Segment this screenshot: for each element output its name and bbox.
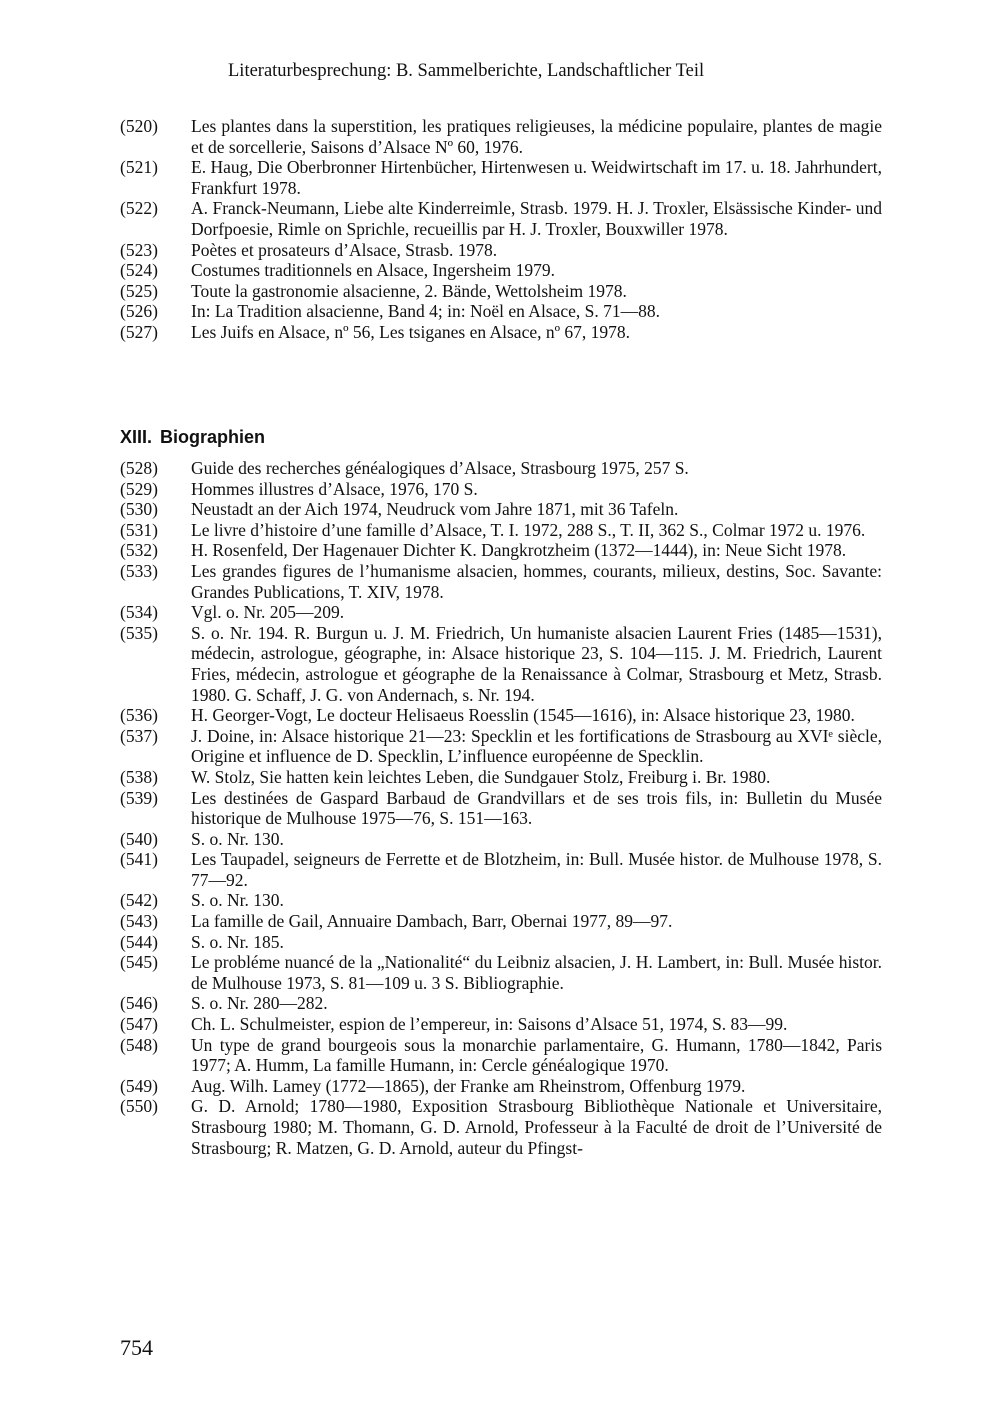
entry-number: (549) — [120, 1075, 158, 1096]
entry-number: (547) — [120, 1014, 158, 1035]
entry-text: Les destinées de Gaspard Barbaud de Grandvillars et de ses trois fils, in: Bulletin du Musée historique de Mulhouse 1975—76, S. 151—163. — [191, 787, 882, 829]
bibliography-entry — [120, 260, 882, 281]
bibliography-entry — [120, 993, 882, 1014]
bibliography-entry — [120, 849, 882, 890]
entry-text: S. o. Nr. 280—282. — [191, 993, 328, 1014]
entry-number: (522) — [120, 198, 158, 219]
entry-text: Le probléme nuancé de la „Nationalité“ du Leibniz alsacien, J. H. Lambert, in: Bull. Musée histor. de Mulhouse 1973, S. 81—109 u. 3 S. Bibliographie. — [191, 952, 882, 993]
entry-number: (529) — [120, 478, 158, 499]
bibliography-entry — [120, 322, 882, 343]
entry-text: Les grandes figures de l’humanisme alsacien, hommes, courants, milieux, destins, Soc. Savante: Grandes Publications, T. XIV, 1978. — [191, 560, 882, 602]
entry-number: (520) — [120, 116, 158, 136]
section-title: Biographien — [160, 427, 266, 447]
entry-text: Poètes et prosateurs d’Alsace, Strasb. 1978. — [191, 239, 498, 260]
entry-number: (544) — [120, 931, 158, 952]
bibliography-entry — [120, 520, 882, 541]
entry-text: Guide des recherches généalogiques d’Alsace, Strasbourg 1975, 257 S. — [191, 458, 689, 478]
bibliography-entry — [120, 890, 882, 911]
bibliography-entry — [120, 479, 882, 500]
entry-text: Hommes illustres d’Alsace, 1976, 170 S. — [191, 478, 478, 499]
bibliography-entry — [120, 911, 882, 932]
bibliography-entry — [120, 726, 882, 767]
bibliography-entry — [120, 829, 882, 850]
bibliography-entry — [120, 540, 882, 561]
entry-number: (542) — [120, 890, 158, 911]
section-heading — [120, 426, 265, 448]
entry-text: J. Doine, in: Alsace historique 21—23: Specklin et les fortifications de Strasbourg au XVIᵉ siècle, Origine et influence de D. Specklin, L’influence européenne de Specklin. — [191, 725, 882, 767]
entry-number: (533) — [120, 560, 158, 581]
entry-number: (540) — [120, 828, 158, 849]
section-number: XIII. — [120, 427, 153, 447]
entry-number: (521) — [120, 157, 158, 178]
entry-number: (548) — [120, 1034, 158, 1055]
bibliography-entry — [120, 788, 882, 829]
bibliography-entry — [120, 301, 882, 322]
entry-number: (524) — [120, 260, 158, 281]
entry-text: H. Rosenfeld, Der Hagenauer Dichter K. Dangkrotzheim (1372—1444), in: Neue Sicht 1978. — [191, 540, 847, 561]
entry-number: (528) — [120, 458, 158, 478]
bibliography-entry — [120, 623, 882, 705]
entry-number: (530) — [120, 499, 158, 520]
entry-number: (525) — [120, 280, 158, 301]
entry-number: (545) — [120, 952, 158, 973]
entry-number: (550) — [120, 1096, 158, 1117]
bibliography-entry — [120, 602, 882, 623]
bibliography-entry — [120, 499, 882, 520]
entry-number: (543) — [120, 911, 158, 932]
entry-text: S. o. Nr. 185. — [191, 931, 284, 952]
entry-text: E. Haug, Die Oberbronner Hirtenbücher, Hirtenwesen u. Weidwirtschaft im 17. u. 18. Jahrhundert, Frankfurt 1978. — [191, 157, 882, 198]
entry-text: A. Franck-Neumann, Liebe alte Kinderreimle, Strasb. 1979. H. J. Troxler, Elsässische Kinder- und Dorfpoesie, Rimle on Sprichle, recueillis par H. J. Troxler, Bouxwiller 1978. — [191, 198, 882, 239]
entry-text: Les plantes dans la superstition, les pratiques religieuses, la médicine populaire, plantes de magie et de sorcellerie, Saisons d’Alsace Nº 60, 1976. — [191, 116, 882, 157]
entry-text: G. D. Arnold; 1780—1980, Exposition Strasbourg Bibliothèque Nationale et Universitaire, Strasbourg 1980; M. Thomann, G. D. Arnold, Professeur à la Faculté de droit de l’Université de Strasbourg; R. Matzen, G. D. Arnold, auteur du Pfingst- — [191, 1096, 882, 1158]
entries-before — [120, 116, 882, 343]
bibliography-entry — [120, 240, 882, 261]
entry-text: Un type de grand bourgeois sous la monarchie parlamentaire, G. Humann, 1780—1842, Paris 1977; A. Humm, La famille Humann, in: Cercle généalogique 1970. — [191, 1034, 882, 1076]
entry-text: W. Stolz, Sie hatten kein leichtes Leben, die Sundgauer Stolz, Freiburg i. Br. 1980. — [191, 766, 771, 787]
bibliography-entry — [120, 281, 882, 302]
entry-text: S. o. Nr. 130. — [191, 890, 284, 911]
entry-number: (535) — [120, 622, 158, 643]
bibliography-entry — [120, 458, 882, 479]
bibliography-entry — [120, 1035, 882, 1076]
entry-text: Neustadt an der Aich 1974, Neudruck vom Jahre 1871, mit 36 Tafeln. — [191, 499, 679, 520]
bibliography-entry — [120, 116, 882, 157]
entry-text: Les Juifs en Alsace, nº 56, Les tsiganes en Alsace, nº 67, 1978. — [191, 321, 631, 342]
bibliography-entry — [120, 1014, 882, 1035]
entry-text: H. Georger-Vogt, Le docteur Helisaeus Roesslin (1545—1616), in: Alsace historique 23, 1980. — [191, 705, 855, 726]
entry-number: (537) — [120, 725, 158, 746]
entry-text: Ch. L. Schulmeister, espion de l’empereur, in: Saisons d’Alsace 51, 1974, S. 83—99. — [191, 1014, 788, 1035]
bibliography-entry — [120, 198, 882, 239]
entry-text: Les Taupadel, seigneurs de Ferrette et de Blotzheim, in: Bull. Musée histor. de Mulhouse 1978, S. 77—92. — [191, 849, 882, 890]
entry-number: (541) — [120, 849, 158, 870]
entries-after — [120, 458, 882, 1158]
entry-number: (534) — [120, 602, 158, 623]
bibliography-entry — [120, 705, 882, 726]
entry-text: In: La Tradition alsacienne, Band 4; in: Noël en Alsace, S. 71—88. — [191, 301, 661, 322]
bibliography-entry — [120, 1076, 882, 1097]
entry-text: Le livre d’histoire d’une famille d’Alsace, T. I. 1972, 288 S., T. II, 362 S., Colmar 1972 u. 1976. — [191, 519, 866, 540]
running-head: Literaturbesprechung: B. Sammelberichte, Landschaftlicher Teil — [228, 61, 705, 81]
entry-number: (531) — [120, 519, 158, 540]
bibliography-entry — [120, 561, 882, 602]
entry-number: (546) — [120, 993, 158, 1014]
entry-text: Aug. Wilh. Lamey (1772—1865), der Franke am Rheinstrom, Offenburg 1979. — [191, 1075, 746, 1096]
entry-text: Costumes traditionnels en Alsace, Ingersheim 1979. — [191, 260, 556, 281]
entry-number: (532) — [120, 540, 158, 561]
entry-number: (526) — [120, 301, 158, 322]
entry-text: S. o. Nr. 194. R. Burgun u. J. M. Friedrich, Un humaniste alsacien Laurent Fries (1485—1531), médecin, astrologue, géographe, in: Alsace historique 23, S. 104—115. J. M. Friedrich, Laurent Fries, médecin, astrologue et géographe de la Renaissance à Colmar, Strasbourg et Metz, Strasb. 1980. G. Schaff, J. G. von Andernach, s. Nr. 194. — [191, 622, 882, 705]
entry-number: (523) — [120, 239, 158, 260]
entry-number: (527) — [120, 321, 158, 342]
entry-text: Toute la gastronomie alsacienne, 2. Bände, Wettolsheim 1978. — [191, 280, 627, 301]
entry-text: Vgl. o. Nr. 205—209. — [191, 602, 345, 623]
entry-text: S. o. Nr. 130. — [191, 828, 284, 849]
entry-text: La famille de Gail, Annuaire Dambach, Barr, Obernai 1977, 89—97. — [191, 911, 673, 932]
entry-number: (536) — [120, 705, 158, 726]
page-number: 754 — [120, 1335, 153, 1360]
entry-number: (539) — [120, 787, 158, 808]
bibliography-entry — [120, 932, 882, 953]
bibliography-entry — [120, 767, 882, 788]
bibliography-entry — [120, 952, 882, 993]
bibliography-entry — [120, 1096, 882, 1158]
bibliography-entry — [120, 157, 882, 198]
entry-number: (538) — [120, 766, 158, 787]
